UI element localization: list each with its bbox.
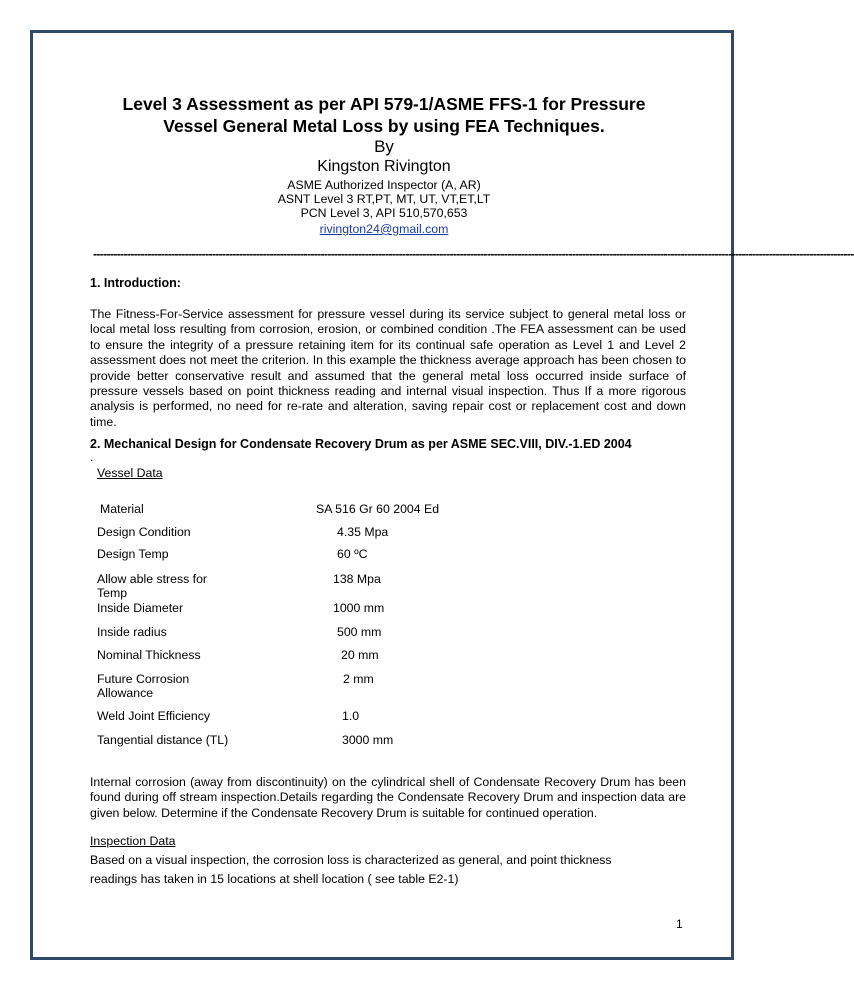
intro-paragraph: The Fitness-For-Service assessment for pressure vessel during its service subject to general metal loss or local metal loss resulting from corrosion, erosion, or combined condition .The FEA assessment can be used to ensure the integrity of a pressure retaining item for its continual safe operation as Level 1 and Level 2 assessment does not meet the criterion. In this example the thickness average approach has been chosen to provide better conservative result and assumed that the general metal loss occurred inside surface of pressure vessels based on point thickness reading and internal visual inspection. Thus If a more rigorous analysis is performed, no need for re-rate and alteration, saving repair cost or replacement cost and down time.	[90, 307, 686, 429]
table-row-value: 1.0	[342, 709, 360, 723]
table-row-label: Tangential distance (TL)	[97, 733, 229, 747]
table-row-label: Inside Diameter	[97, 601, 184, 615]
table-row-value: 500 mm	[337, 625, 382, 639]
table-row-label: Nominal Thickness	[97, 648, 201, 662]
vessel-data-label: Vessel Data	[97, 466, 163, 480]
inspection-data-label: Inspection Data	[90, 834, 176, 848]
table-row-value: 60 ºC	[337, 547, 368, 561]
credential-3: PCN Level 3, API 510,570,653	[300, 206, 468, 220]
table-row-label: Material	[100, 502, 144, 516]
table-row-label: Inside radius	[97, 625, 167, 639]
table-row-label: Future Corrosion	[97, 672, 190, 686]
email-row	[0, 220, 768, 238]
table-row-value: 4.35 Mpa	[337, 525, 389, 539]
separator-line: --------------------------------------------------------------------------------------------------------------------------------------------------------------------------------------------------------------------------------	[93, 247, 854, 261]
credential-1: ASME Authorized Inspector (A, AR)	[287, 178, 481, 192]
table-row-label: Weld Joint Efficiency	[97, 709, 211, 723]
table-row-value: 2 mm	[343, 672, 374, 686]
intro-heading: 1. Introduction:	[90, 276, 181, 290]
table-row-value: 3000 mm	[342, 733, 394, 747]
corrosion-paragraph: Internal corrosion (away from discontinuity) on the cylindrical shell of Condensate Recovery Drum has been found during off stream inspection.Details regarding the Condensate Recovery Drum and inspection data are given below. Determine if the Condensate Recovery Drum is suitable for continued operation.	[90, 775, 686, 820]
stray-dot: .	[90, 450, 94, 464]
table-row-label: Allow able stress for	[97, 572, 208, 586]
table-row-label: Design Temp	[97, 547, 169, 561]
title-line-2: Vessel General Metal Loss by using FEA Techniques.	[163, 116, 605, 136]
email-link[interactable]: rivington24@gmail.com	[319, 222, 449, 236]
credential-2: ASNT Level 3 RT,PT, MT, UT, VT,ET,LT	[277, 192, 491, 206]
mech-design-heading: 2. Mechanical Design for Condensate Recovery Drum as per ASME SEC.VIII, DIV.-1.ED 2004	[90, 437, 632, 451]
title-line-1: Level 3 Assessment as per API 579-1/ASME FFS-1 for Pressure	[122, 94, 646, 114]
table-row-label-cont: Allowance	[97, 686, 154, 700]
page-number: 1	[676, 917, 683, 931]
table-row-label-cont: Temp	[97, 586, 128, 600]
table-row-value: SA 516 Gr 60 2004 Ed	[316, 502, 440, 516]
inspection-line-1: Based on a visual inspection, the corrosion loss is characterized as general, and point thickness	[90, 853, 612, 867]
author-name: Kingston Rivington	[317, 158, 451, 175]
inspection-line-2: readings has taken in 15 locations at shell location ( see table E2-1)	[90, 872, 459, 886]
table-row-label: Design Condition	[97, 525, 191, 539]
table-row-value: 138 Mpa	[333, 572, 381, 586]
table-row-value: 1000 mm	[333, 601, 385, 615]
table-row-value: 20 mm	[341, 648, 379, 662]
byline: By	[374, 137, 394, 156]
